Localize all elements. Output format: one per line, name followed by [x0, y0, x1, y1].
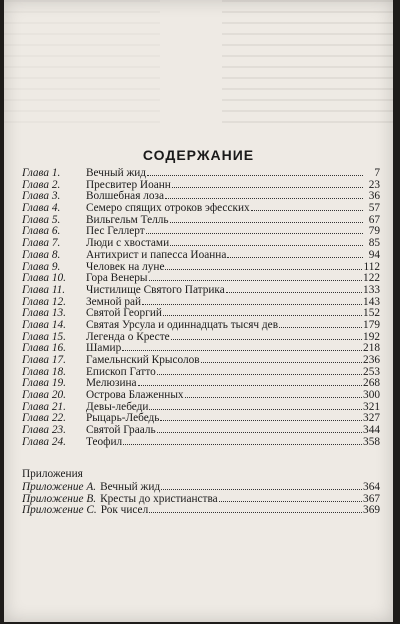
leader-dots	[157, 432, 362, 433]
chapter-number: 24.	[51, 435, 66, 448]
toc-entry	[22, 215, 380, 227]
page-number: 57	[368, 202, 380, 215]
chapter-word: Глава	[22, 330, 50, 343]
appendix-label: Приложение C.	[22, 504, 97, 517]
page-number: 67	[368, 213, 380, 226]
leader-dots	[138, 385, 362, 386]
toc-entry	[22, 262, 380, 274]
toc-entry	[22, 297, 380, 309]
chapter-title: Легенда о Кресте	[86, 330, 170, 343]
table-of-contents	[22, 168, 380, 449]
chapter-word: Глава	[22, 424, 50, 437]
leader-dots	[122, 350, 362, 351]
chapter-word: Глава	[22, 377, 50, 390]
leader-dots	[149, 409, 362, 410]
page-number: 112	[363, 260, 380, 273]
chapter-title: Епископ Гатто	[86, 365, 156, 378]
page-number: 179	[363, 318, 380, 331]
page-number: 300	[363, 389, 380, 402]
chapter-number: 7.	[51, 237, 61, 250]
toc-entry	[22, 168, 380, 180]
chapter-number: 9.	[51, 260, 61, 273]
chapter-title: Теофил	[86, 435, 123, 448]
chapter-title: Люди с хвостами	[86, 237, 170, 250]
leader-dots	[142, 304, 362, 305]
leader-dots	[219, 501, 362, 502]
chapter-label	[22, 437, 86, 449]
chapter-word: Глава	[22, 307, 50, 320]
toc-entry	[22, 437, 380, 449]
chapter-word: Глава	[22, 225, 50, 238]
toc-entry	[22, 226, 380, 238]
chapter-number: 1.	[51, 167, 61, 179]
chapter-word: Глава	[22, 389, 50, 402]
page-number: 133	[363, 283, 380, 296]
show-through-text	[222, 0, 393, 132]
toc-entry	[22, 413, 380, 425]
chapter-title: Девы-лебеди	[86, 400, 149, 413]
appendix-label: Приложение B.	[22, 492, 97, 505]
chapter-title: Вечный жид	[86, 167, 147, 179]
page-number: 344	[363, 424, 380, 437]
leader-dots	[161, 489, 362, 490]
chapter-word: Глава	[22, 412, 50, 425]
chapter-word: Глава	[22, 365, 50, 378]
chapter-title: Святой Георгий	[86, 307, 162, 320]
chapter-word: Глава	[22, 167, 50, 179]
chapter-word: Глава	[22, 272, 50, 285]
page-number: 358	[363, 435, 380, 448]
leader-dots	[163, 315, 362, 316]
chapter-title: Святая Урсула и одиннадцать тысяч дев	[86, 318, 279, 331]
chapter-word: Глава	[22, 178, 50, 191]
page-number: 23	[368, 178, 380, 191]
chapter-word: Глава	[22, 435, 50, 448]
toc-entry	[22, 402, 380, 414]
leader-dots	[160, 420, 362, 421]
leader-dots	[149, 512, 362, 513]
leader-dots	[226, 292, 362, 293]
appendix-title: Кресты до христианства	[100, 492, 218, 505]
page-number: 321	[363, 400, 380, 413]
chapter-title: Мелюзина	[86, 377, 137, 390]
page-number: 122	[363, 272, 380, 285]
chapter-number: 19.	[51, 377, 66, 390]
chapter-title: Семеро спящих отроков эфесских	[86, 202, 250, 215]
leader-dots	[170, 222, 363, 223]
toc-entry	[22, 425, 380, 437]
chapter-word: Глава	[22, 237, 50, 250]
chapter-word: Глава	[22, 354, 50, 366]
chapter-number: 16.	[51, 342, 66, 355]
page-number: 143	[363, 295, 380, 308]
appendices-heading: Приложения	[22, 468, 83, 480]
chapter-number: 3.	[51, 190, 61, 203]
toc-entry	[22, 180, 380, 192]
toc-entry	[22, 390, 380, 402]
chapter-word: Глава	[22, 202, 50, 215]
chapter-number: 11.	[51, 283, 66, 296]
toc-entry	[22, 378, 380, 390]
leader-dots	[227, 257, 363, 258]
show-through-text	[4, 0, 160, 132]
page-number: 85	[368, 237, 380, 250]
chapter-title: Чистилище Святого Патрика	[86, 283, 225, 296]
page-number: 7	[374, 167, 380, 179]
leader-dots	[165, 269, 362, 270]
page-number: 327	[363, 412, 380, 425]
chapter-title: Антихрист и папесса Иоанна	[86, 248, 227, 261]
leader-dots	[172, 187, 363, 188]
toc-entry	[22, 367, 380, 379]
chapter-number: 23.	[51, 424, 66, 437]
page-number: 36	[368, 190, 380, 203]
leader-dots	[149, 280, 363, 281]
leader-dots	[146, 233, 363, 234]
page-number: 268	[363, 377, 380, 390]
page-number: 367	[363, 492, 380, 505]
chapter-title: Гамельнский Крысолов	[86, 354, 200, 366]
page-number: 369	[363, 504, 380, 517]
chapter-word: Глава	[22, 342, 50, 355]
leader-dots	[123, 444, 362, 445]
chapter-number: 5.	[51, 213, 61, 226]
leader-dots	[201, 362, 362, 363]
page-number: 192	[363, 330, 380, 343]
toc-entry	[22, 203, 380, 215]
chapter-number: 13.	[51, 307, 66, 320]
toc-entry	[22, 343, 380, 355]
chapter-number: 17.	[51, 354, 66, 366]
page-number: 94	[368, 248, 380, 261]
toc-entry	[22, 320, 380, 332]
chapter-word: Глава	[22, 213, 50, 226]
toc-entry	[22, 250, 380, 262]
page-number: 152	[363, 307, 380, 320]
chapter-title: Волшебная лоза	[86, 190, 164, 203]
chapter-title: Гора Венеры	[86, 272, 148, 285]
leader-dots	[185, 397, 362, 398]
leader-dots	[171, 339, 362, 340]
appendix-title: Вечный жид	[100, 481, 161, 493]
leader-dots	[147, 175, 363, 176]
page-number: 79	[368, 225, 380, 238]
appendices-section	[22, 468, 380, 517]
chapter-number: 8.	[51, 248, 61, 261]
chapter-word: Глава	[22, 190, 50, 203]
chapter-title: Острова Блаженных	[86, 389, 184, 402]
leader-dots	[251, 210, 363, 211]
chapter-word: Глава	[22, 400, 50, 413]
leader-dots	[279, 327, 362, 328]
leader-dots	[170, 245, 363, 246]
chapter-title: Святой Грааль	[86, 424, 156, 437]
chapter-number: 12.	[51, 295, 66, 308]
toc-entry	[22, 355, 380, 367]
page-number: 218	[363, 342, 380, 355]
appendix-entry	[22, 482, 380, 494]
chapter-title: Шамир	[86, 342, 122, 355]
chapter-number: 20.	[51, 389, 66, 402]
chapter-number: 10.	[51, 272, 66, 285]
chapter-number: 14.	[51, 318, 66, 331]
chapter-title: Пресвитер Иоанн	[86, 178, 171, 191]
page-number: 236	[363, 354, 380, 366]
toc-entry	[22, 285, 380, 297]
toc-entry	[22, 332, 380, 344]
chapter-word: Глава	[22, 295, 50, 308]
chapter-word: Глава	[22, 260, 50, 273]
leader-dots	[165, 198, 363, 199]
book-page	[4, 0, 393, 622]
chapter-number: 15.	[51, 330, 66, 343]
appendix-title: Рок чисел	[100, 504, 149, 517]
appendix-entry	[22, 505, 380, 517]
chapter-word: Глава	[22, 248, 50, 261]
chapter-word: Глава	[22, 318, 50, 331]
chapter-title: Рыцарь-Лебедь	[86, 412, 160, 425]
chapter-number: 22.	[51, 412, 66, 425]
chapter-number: 2.	[51, 178, 61, 191]
chapter-number: 18.	[51, 365, 66, 378]
chapter-number: 6.	[51, 225, 61, 238]
chapter-number: 21.	[51, 400, 66, 413]
page-number: 253	[363, 365, 380, 378]
chapter-title: Человек на луне	[86, 260, 165, 273]
leader-dots	[157, 374, 362, 375]
page-number: 364	[363, 481, 380, 493]
chapter-title: Вильгельм Телль	[86, 213, 169, 226]
chapter-title: Пес Геллерт	[86, 225, 145, 238]
chapter-word: Глава	[22, 283, 50, 296]
chapter-number: 4.	[51, 202, 61, 215]
chapter-title: Земной рай	[86, 295, 142, 308]
appendix-label: Приложение A.	[22, 481, 97, 493]
page-title: СОДЕРЖАНИЕ	[142, 147, 255, 163]
